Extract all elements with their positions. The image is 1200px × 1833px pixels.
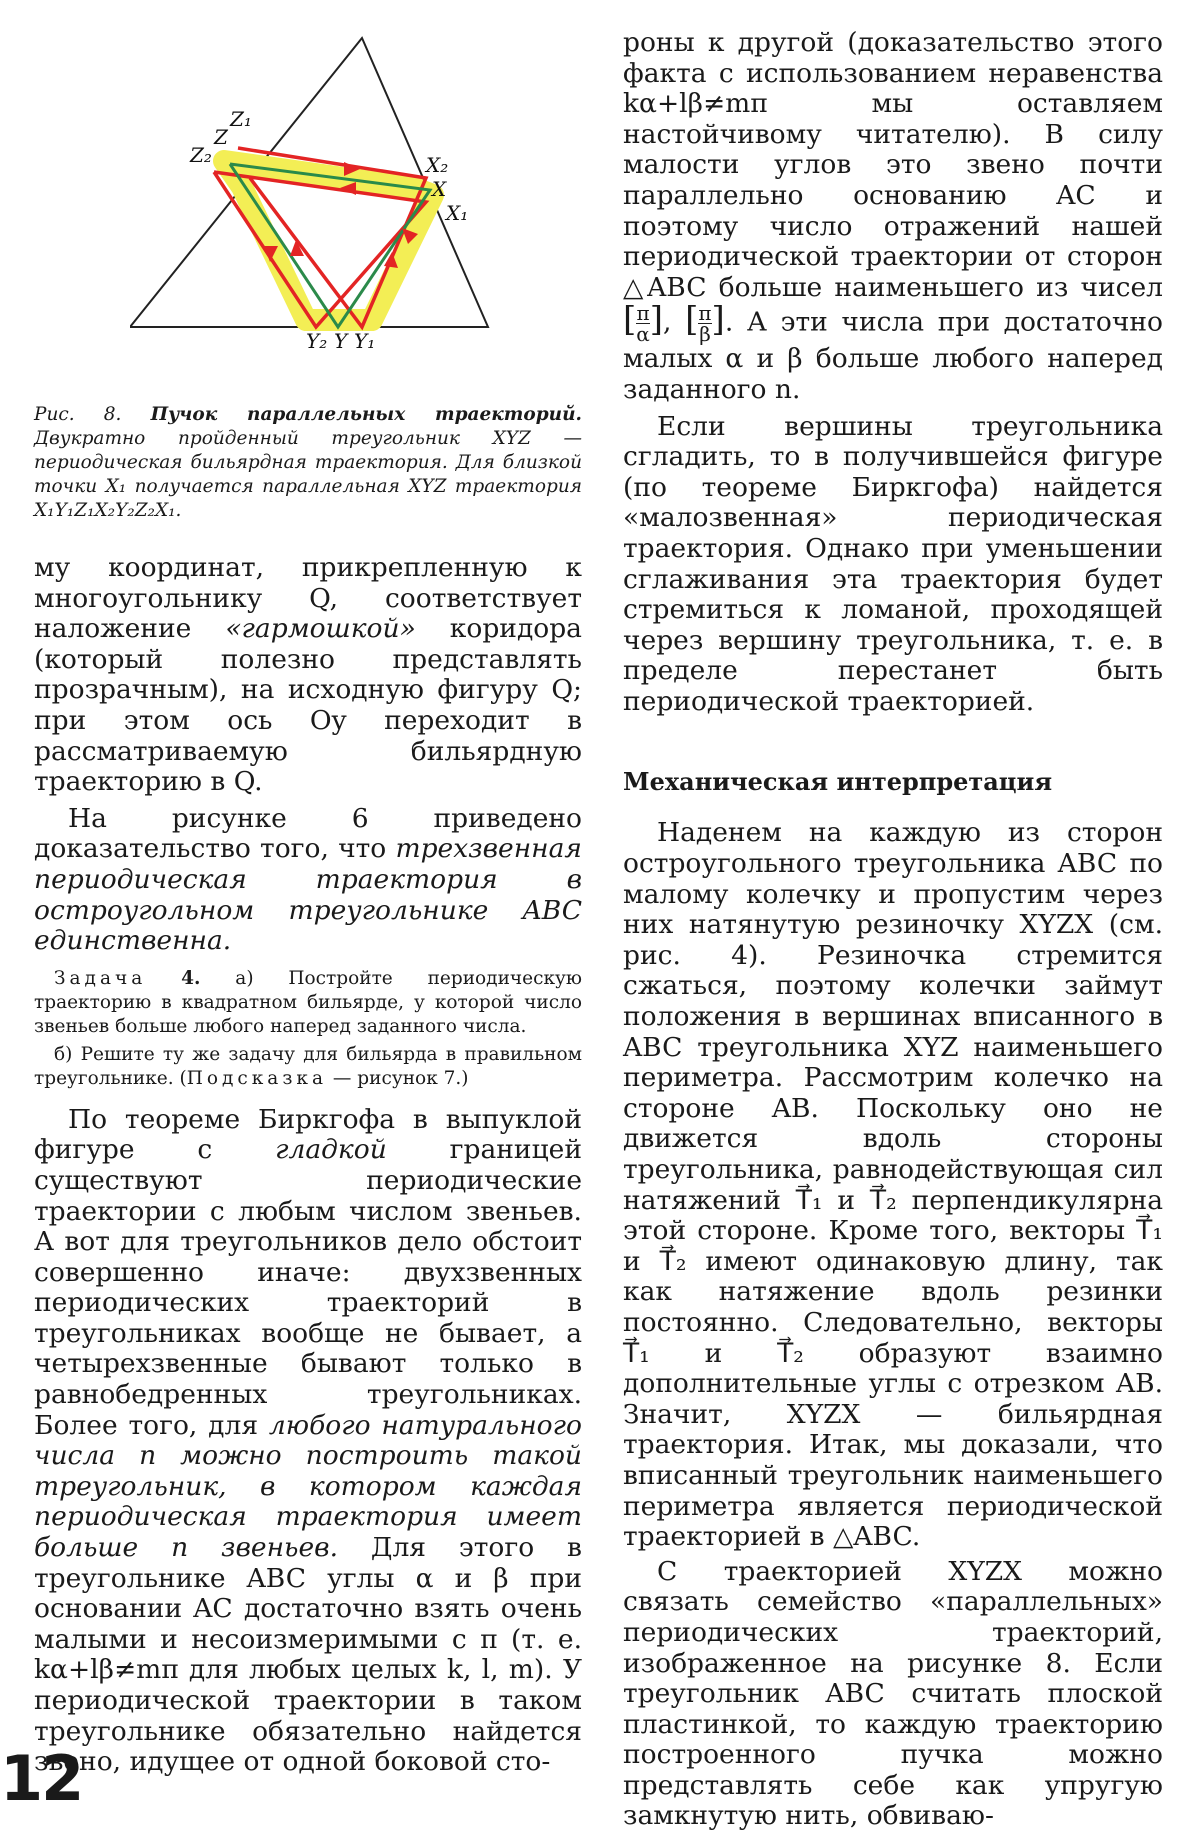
label-x1: X₁: [446, 201, 469, 225]
label-z2: Z₂: [190, 143, 212, 167]
text-run: . А эти числа при достаточно малых α и β больше любого наперед заданного n.: [623, 306, 1163, 405]
text-run: му координат, прикрепленную к многоугольнику Q, соответствует наложение: [34, 552, 582, 645]
fraction: $\frac{\pi}{\beta}$: [698, 301, 712, 347]
label-x2: X₂: [426, 153, 449, 177]
label-z1: Z₁: [230, 107, 252, 131]
task-hint: Подсказка: [186, 1067, 328, 1089]
label-x: X: [432, 177, 447, 201]
task-paragraph: [34, 1043, 582, 1091]
section-heading: Механическая интерпретация: [623, 767, 1053, 797]
right-column: [623, 28, 1163, 1832]
label-z: Z: [214, 125, 228, 149]
paragraph: [34, 553, 582, 798]
text-run: Для этого в треугольнике ABC углы α и β при основании AC достаточно взять очень малыми и несоизмеримыми с π (т. е. kα+lβ≠mπ для любых целых k, l, m). У периодической траектории в таком треугольнике обязательно найдется звено, идущее от одной боковой сто-: [34, 1532, 582, 1778]
page-number: 12: [0, 1742, 83, 1815]
emphasis: «гармошкой»: [225, 613, 416, 645]
emphasis: любого натурального числа n можно построить такой треугольник, в котором каждая периодическая траектория имеет больше n звеньев.: [34, 1409, 582, 1564]
text-run: По теореме Биркгофа в выпуклой фигуре с: [34, 1103, 582, 1166]
paragraph: [623, 818, 1163, 1552]
paragraph: [34, 1105, 582, 1778]
fraction: $\frac{\pi}{\alpha}$: [636, 301, 650, 347]
caption-title: Пучок параллельных траекторий.: [150, 404, 582, 425]
text-run: границей существуют периодические траектории с любым числом звеньев. А вот для треугольников дело обстоит совершенно иначе: двухзвенных периодических траекторий в треугольниках вообще не бывает, а четырехзвенные бывают только в равнобедренных треугольниках. Более того, для: [34, 1134, 582, 1441]
text-run: а) Постройте периодическую траекторию в квадратном бильярде, у которой число звеньев больше любого наперед заданного числа.: [34, 967, 582, 1037]
paragraph: [623, 1557, 1163, 1832]
text-run: Если вершины треугольника сгладить, то в получившейся фигуре (по теореме Биркгофа) найдется «малозвенная» периодическая траектория. Однако при уменьшении сглаживания эта траектория будет стремиться к ломаной, проходящей через вершину треугольника, т. е. в пределе перестанет быть периодической траекторией.: [623, 410, 1163, 717]
text-run: б) Решите ту же задачу для бильярда в правильном треугольнике. (: [34, 1043, 582, 1089]
label-y2: Y₂: [306, 329, 328, 350]
figure-triangle: [130, 30, 500, 354]
text-run: роны к другой (доказательство этого факта с использованием неравенства kα+lβ≠mπ мы оставляем настойчивому читателю). В силу малости углов это звено почти параллельно основанию AC и поэтому число отражений нашей периодической траектории от сторон △ABC больше наименьшего из чисел: [623, 27, 1163, 303]
text-run: коридора (который полезно представлять прозрачным), на исходную фигуру Q; при этом ось Oy переходит в рассматриваемую бильярдную траекторию в Q.: [34, 613, 582, 798]
text-run: На рисунке 6 приведено доказательство того, что: [34, 802, 582, 865]
task-paragraph: [34, 967, 582, 1039]
paragraph: роны к другой (доказательство этого факта с использованием неравенства kα+lβ≠mπ мы оставляем настойчивому читателю). В силу малости углов это звено почти параллельно основанию AC и поэтому число отражений нашей периодической траектории от сторон △ABC больше наименьшего из чисел [ $\frac{\pi}{\alpha}$ ], [ $\frac{\pi}{\beta}$ ]. А эти числа при достаточно малых α и β больше любого наперед заданного n.: [623, 27, 1163, 405]
emphasis: гладкой: [275, 1134, 387, 1166]
text-run: С траекторией XYZX можно связать семейство «параллельных» периодических траекторий, изображенное на рисунке 8. Если треугольник ABC считать плоской пластинкой, то каждую траекторию построенного пучка можно представлять себе как упругую замкнутую нить, обвиваю-: [623, 1555, 1163, 1832]
label-y: Y: [334, 329, 348, 350]
emphasis: трехзвенная периодическая траектория в остроугольном треугольнике ABC единственна.: [34, 833, 582, 957]
figure-caption: [34, 403, 582, 523]
label-y1: Y₁: [354, 329, 376, 350]
left-column: [34, 403, 582, 1778]
paragraph: [34, 804, 582, 957]
text-run: Наденем на каждую из сторон остроугольного треугольника ABC по малому колечку и пропустим через них натянутую резиночку XYZX (см. рис. 4). Резиночка стремится сжаться, поэтому колечки займут положения в вершинах вписанного в ABC треугольника XYZ наименьшего периметра. Рассмотрим колечко на стороне AB. Поскольку оно не движется вдоль стороны треугольника, равнодействующая сил натяжений T⃗₁ и T⃗₂ перпендикулярна этой стороне. Кроме того, векторы T⃗₁ и T⃗₂ имеют одинаковую длину, так как натяжение вдоль резинки постоянно. Следовательно, векторы T⃗₁ и T⃗₂ образуют взаимно дополнительные углы с отрезком AB. Значит, XYZX — бильярдная траектория. Итак, мы доказали, что вписанный треугольник наименьшего периметра является периодической траекторией в △ABC.: [623, 817, 1163, 1553]
triangle-diagram: [130, 30, 500, 350]
caption-text: Двукратно пройденный треугольник XYZ — периодическая бильярдная траектория. Для близкой точки X₁ получается параллельная XYZ траектория X₁Y₁Z₁X₂Y₂Z₂X₁.: [34, 428, 582, 521]
task-number: 4.: [181, 967, 201, 989]
paragraph: [623, 412, 1163, 718]
task-label: Задача: [54, 967, 147, 989]
text-run: — рисунок 7.): [332, 1067, 469, 1089]
caption-label: Рис. 8.: [34, 404, 122, 425]
